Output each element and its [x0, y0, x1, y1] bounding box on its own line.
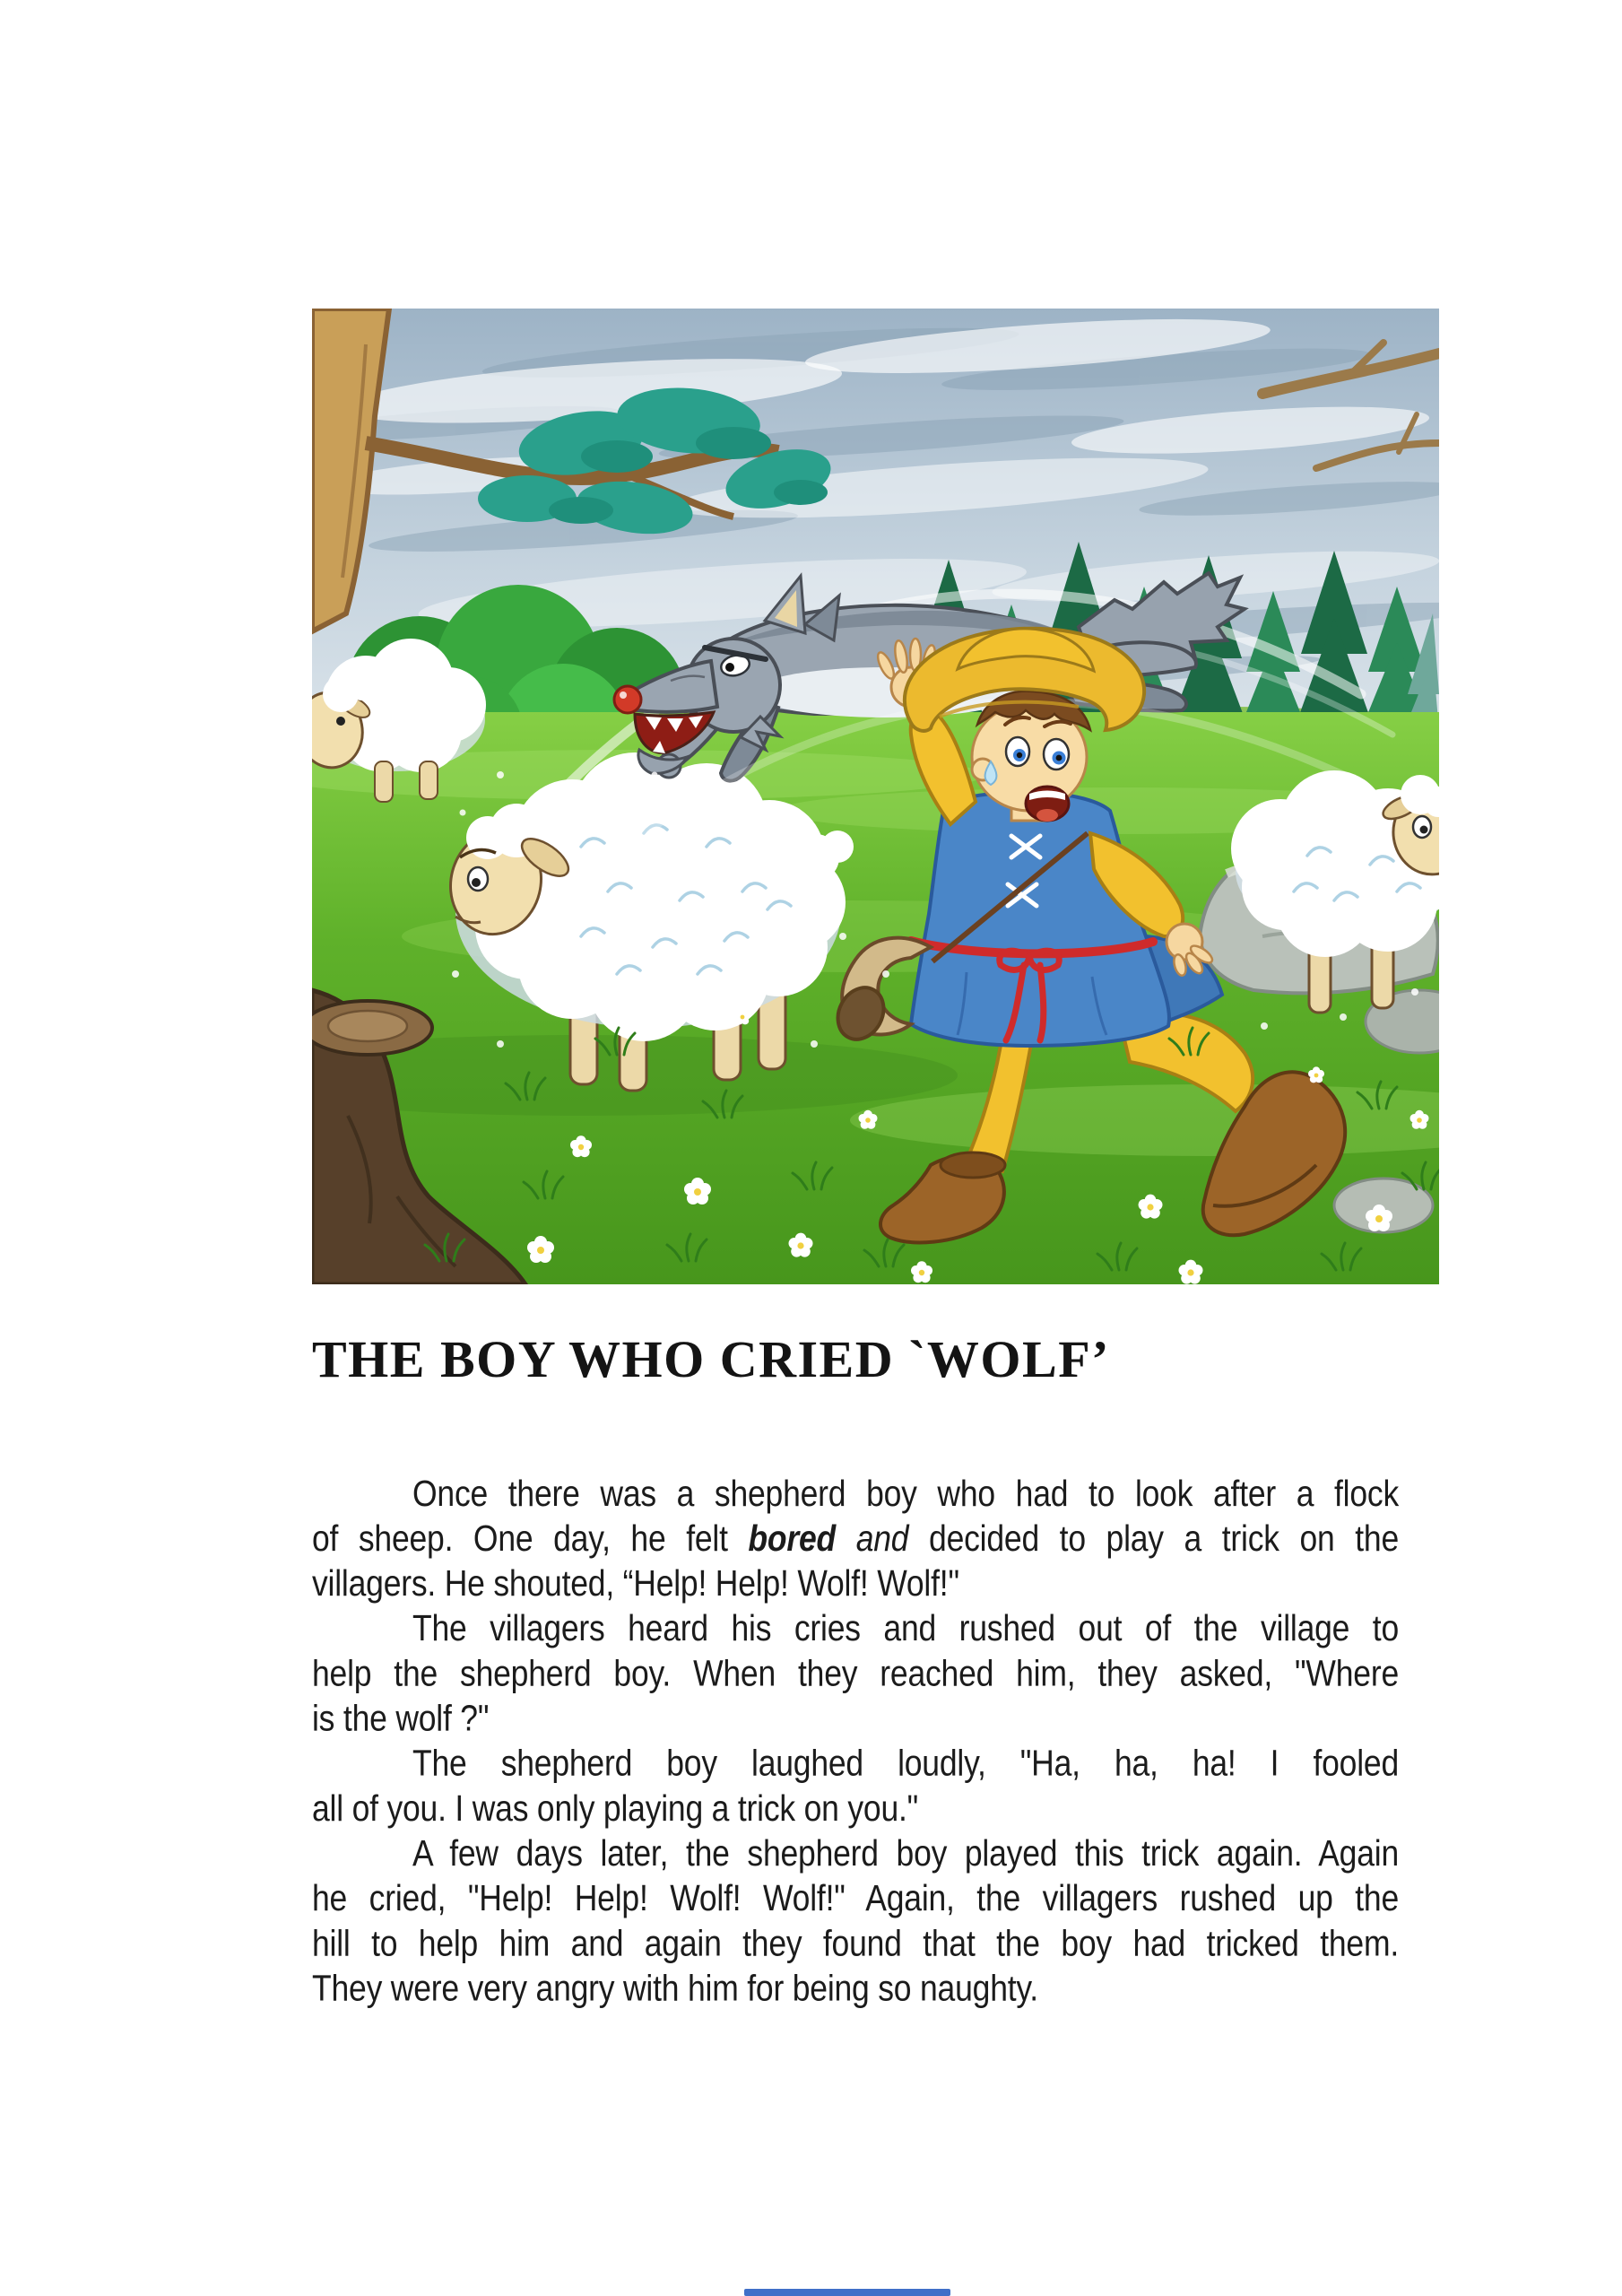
- story-line: [312, 1561, 1399, 1605]
- story-line: [312, 1966, 1399, 2011]
- text-run: A few days later, the shepherd boy played this trick again. Again: [412, 1832, 1399, 1874]
- text-run: help the shepherd boy. When they reached him, they asked, "Where: [312, 1652, 1399, 1694]
- story-line: [312, 1696, 1399, 1741]
- story-line: [312, 1471, 1399, 1516]
- story-line: [312, 1831, 1399, 1875]
- text-run: all of you. I was only playing a trick on you.": [312, 1787, 919, 1829]
- story-line: [312, 1516, 1399, 1561]
- text-run: hill to help him and again they found that the boy had tricked them.: [312, 1922, 1399, 1964]
- text-run: of sheep. One day, he felt: [312, 1518, 749, 1560]
- text-run: The shepherd boy laughed loudly, "Ha, ha, ha! I fooled: [412, 1743, 1399, 1784]
- story-line: [312, 1651, 1399, 1696]
- story-line: [312, 1741, 1399, 1786]
- story-illustration: [312, 309, 1439, 1284]
- bottom-edge-blue-bar: [744, 2289, 950, 2296]
- story-line: [312, 1875, 1399, 1920]
- wolf-nose: [614, 686, 641, 713]
- text-run: Once there was a shepherd boy who had to look after a flock: [412, 1473, 1399, 1514]
- text-run: he cried, "Help! Help! Wolf! Wolf!" Again, the villagers rushed up the: [312, 1877, 1399, 1919]
- story-line: [312, 1921, 1399, 1966]
- story-line: [312, 1605, 1399, 1650]
- text-run: decided to play a trick on the: [929, 1518, 1399, 1560]
- story-text: [312, 1471, 1399, 2011]
- illustration-svg: [312, 309, 1439, 1284]
- story-line: [312, 1786, 1399, 1831]
- text-run: The villagers heard his cries and rushed out of the village to: [412, 1607, 1399, 1649]
- text-run: They were very angry with him for being so naughty.: [312, 1968, 1038, 2009]
- text-run: and: [836, 1518, 930, 1560]
- text-run: villagers. He shouted, “Help! Help! Wolf! Wolf!": [312, 1562, 959, 1605]
- text-run: is the wolf ?": [312, 1698, 490, 1739]
- story-title: THE BOY WHO CRIED `WOLF’: [312, 1330, 1110, 1388]
- text-run: bored: [748, 1518, 837, 1560]
